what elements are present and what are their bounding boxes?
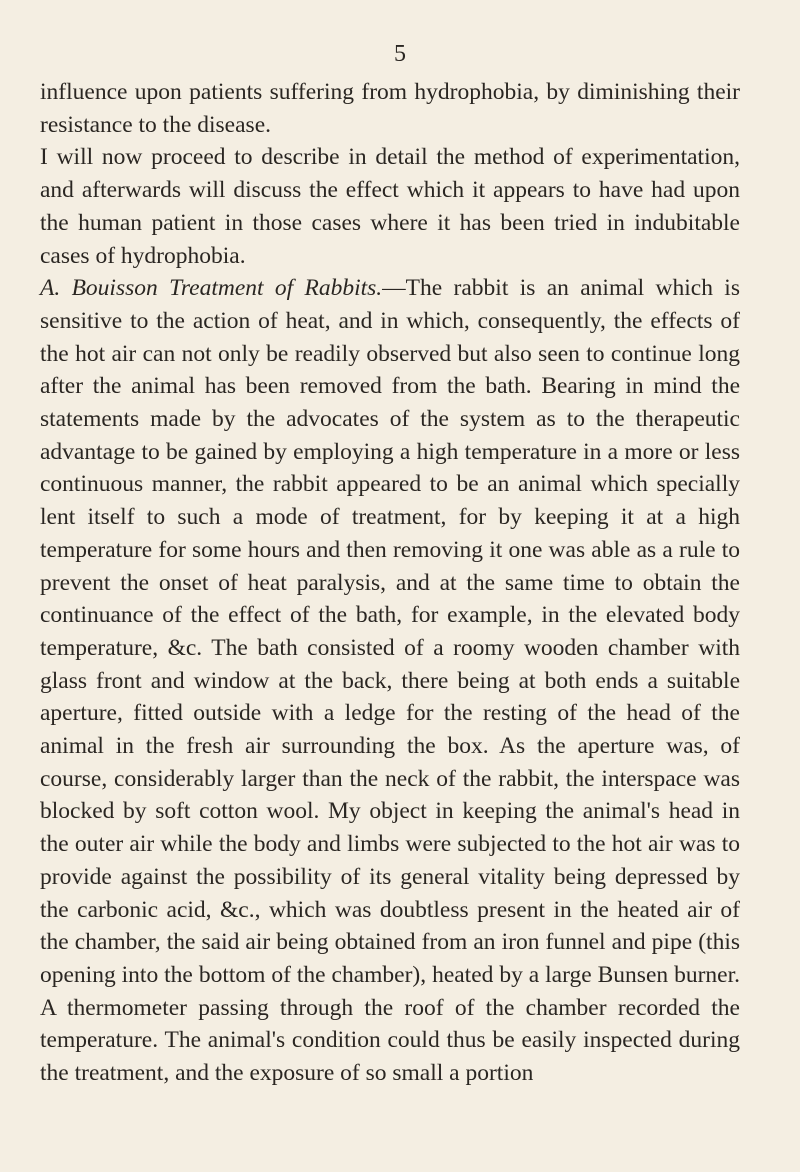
body-text (40, 76, 740, 1090)
page-number: 5 (394, 41, 406, 67)
section-body: —The rabbit is an animal which is sensitive to the action of heat, and in which, consequently, the effects of the hot air can not only be readily observed but also seen to continue long after the animal has been removed from the bath. Bearing in mind the statements made by the advocates of the system as to the therapeutic advantage to be gained by employing a high temperature in a more or less continuous manner, the rabbit appeared to be an animal which specially lent itself to such a mode of treatment, for by keeping it at a high temperature for some hours and then removing it one was able as a rule to prevent the onset of heat paralysis, and at the same time to obtain the continuance of the effect of the bath, for example, in the elevated body temperature, &c. The bath consisted of a roomy wooden chamber with glass front and window at the back, there being at both ends a suitable aperture, fitted outside with a ledge for the resting of the head of the animal in the fresh air surrounding the box. As the aperture was, of course, considerably larger than the neck of the rabbit, the interspace was blocked by soft cotton wool. My object in keeping the animal's head in the outer air while the body and limbs were subjected to the hot air was to provide against the possibility of its general vitality being depressed by the carbonic acid, &c., which was doubtless present in the heated air of the chamber, the said air being obtained from an iron funnel and pipe (this opening into the bottom of the chamber), heated by a large Bunsen burner. A thermometer passing through the roof of the chamber recorded the temperature. The animal's condition could thus be easily inspected during the treatment, and the exposure of so small a portion (40, 275, 740, 1087)
paragraph-bouisson-treatment (40, 272, 740, 1090)
paragraph-method-intro: I will now proceed to describe in detail the method of experimentation, and afterwards will discuss the effect which it appears to have had upon the human patient in those cases where it has been tried in indubitable cases of hydrophobia. (40, 144, 740, 269)
paragraph-continuation: influence upon patients suffering from hydrophobia, by diminishing their resistance to the disease. (40, 79, 740, 138)
section-heading: A. Bouisson Treatment of Rabbits. (40, 275, 383, 302)
